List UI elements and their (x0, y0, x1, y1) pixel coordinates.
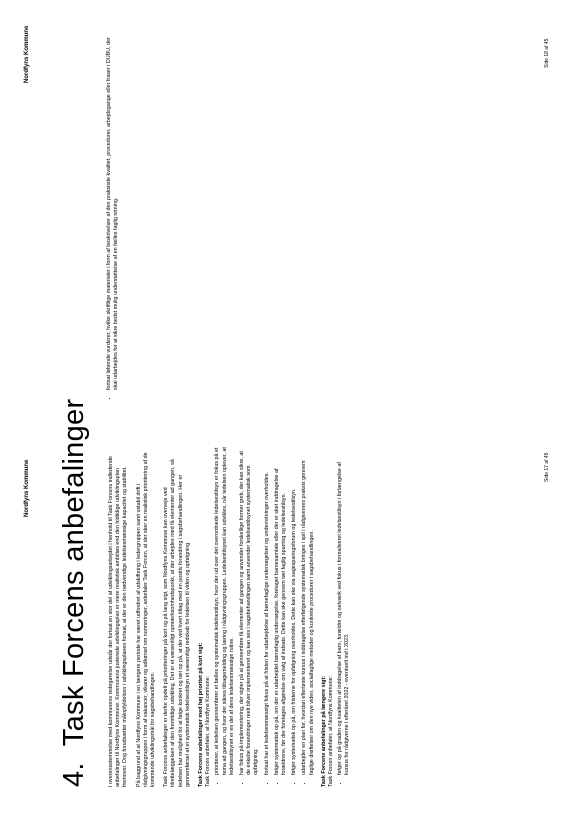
short-term-intro: Task Forcen anbefaler, at Nordfyns Kommune: (205, 675, 212, 787)
page-number: Side 18 af 45 (544, 38, 550, 68)
continued-list (106, 30, 120, 400)
list-item: • følger systematisk op på, om fristerne for opfølgning overholdes. Dette kan ske via sagesparingsforum og ledelsestilsyn. (291, 447, 298, 775)
list-item: • fortsat løbende vurderer, hvilke skriftlige materialer i form af beskrivelser af den praksisde kvalitet, procedurer, arbejdsgange eller fraser i DUBU, der skal udarbejdes for at sikre bedst mulig understøttelse af en fælles faglig retning. (106, 30, 120, 390)
paragraph: Task Forcens anbefalinger er derfor opdelt på prioriteringer på kort og på lang sigt, som Nordfyns Kommune kan overveje ved tilrettelæggelsen af den fremtidige udvikling. Det er et væsentligt opmærksomhedspunkt, at der arbejdes med få elementer ad gangen, så ledelsen har mulighed for at følge konkret og tæt op på, at der ved hvert tiltag med en positiv forandring i sagsbehandlingen. Her er gennemførsel af et systematisk ledelsestilsyn et væsentligt redskab for ledelsen til viden og opfølgning. (163, 459, 191, 787)
long-term-heading: Task Forcens anbefalinger på længere sigt: (320, 675, 327, 787)
list-item: • følger op på graden og kvaliteten af inddragelse af barn, forældre og netværk ved fokus i formaliseret ledelsestilsyn i forlængelse af kursus for rådgiverne i efteråret 2022 - eventuelt ind i 2023. (337, 447, 351, 775)
paragraph: På baggrund af at Nordfyns Kommune i en længere periode har været udfordret af udskiftning i ledergruppen samt ustabil drift i rådgivningsgruppen i form af vakancer, vikarer og udkørsel om normeringer, anbefaler Task Forcen, at der sker en realistisk prioritering af de kommende udviklingsmål for sagsbehandlingen. (135, 452, 157, 787)
short-term-heading: Task Forcens anbefalinger med høj prioritet på kort sigt: (198, 642, 205, 787)
page-number: Side 17 af 45 (544, 452, 550, 482)
body-text (106, 30, 125, 400)
heading-text: Task Forcens anbefalinger (58, 398, 90, 747)
list-item: • følger systematisk op på, om der er udarbejdet børnefaglig undersøgelse, foretaget barnesamtale eller der er sket inddragelse af forældrene, før der foretages afgørelse om valg af indsats. Dette kan ske gennem tæt faglig sparring og ledelsestilsyn. (274, 447, 288, 775)
page-header: Nordfyns Kommune (24, 25, 30, 83)
paragraph: I overensstemmelse med kommunens redegørelse udstår der fortsat en stor del af udviklingsarbejdet i henhold til Task Forcens indledende anbefalinger til Nordfyns Kommune. Kommunens justerede udviklingsplan er mere realistisk ambitiøs end den hidtidige udviklingsplan fremover. Dog forudsætter målopfyldelsen i udviklingsplanen fortsat, at der er den nødvendige ledelsesmæssige kapacitet og stabilitet. (108, 456, 129, 787)
long-term-intro: Task Forcen anbefaler, at Nordfyns Kommune: (328, 675, 335, 787)
page-17 (0, 398, 583, 827)
list-item: • har fokus på implementering, der sigter på at gennemføre få elementer ad gangen og anvender forskellige former greb, der kan sikre, at de enkelte forandringer reelt bliver implementeret og kan ses i sagsbehandlingen samt anvender ledelsestilsynet systematisk som opfølgning. (239, 447, 261, 775)
body-text (108, 447, 357, 787)
heading-number: 4. (58, 762, 90, 787)
long-term-list (337, 447, 351, 787)
list-item: • udarbejder en plan for, hvordan efterløste kursus i inddragelse efterfølgende systematisk bringes i spil i rådgivernes praksis gennem faglige drøftelser om den nye viden, socialfaglige metoder og konkrete procedurer i sagsbehandlingen. (301, 447, 315, 775)
page-18 (0, 0, 583, 413)
page-header: Nordfyns Kommune (24, 459, 30, 517)
list-item: • prioriterer, at ledelsen gennemfører et fælles og systematisk ledelsestilsyn, hvor der ud over det overordnede ledelsestilsyn er fokus på et tema ad gangen, og hvor der sikres tilbagemelding og læring i rådgivningsgruppen. Ledelsestilsynet kan udvikles, når ledelsen oplever, at ledelsestilsynet er en del af dens ledelsesmæssige rutine. (214, 447, 236, 775)
section-heading (58, 399, 91, 787)
short-term-list (214, 447, 315, 787)
list-item: • fortsat har et ledelsesmæssigt fokus på at fristen for udarbejdelse af børnefaglige undersøgelser og underretninger overholdes. (264, 447, 271, 775)
